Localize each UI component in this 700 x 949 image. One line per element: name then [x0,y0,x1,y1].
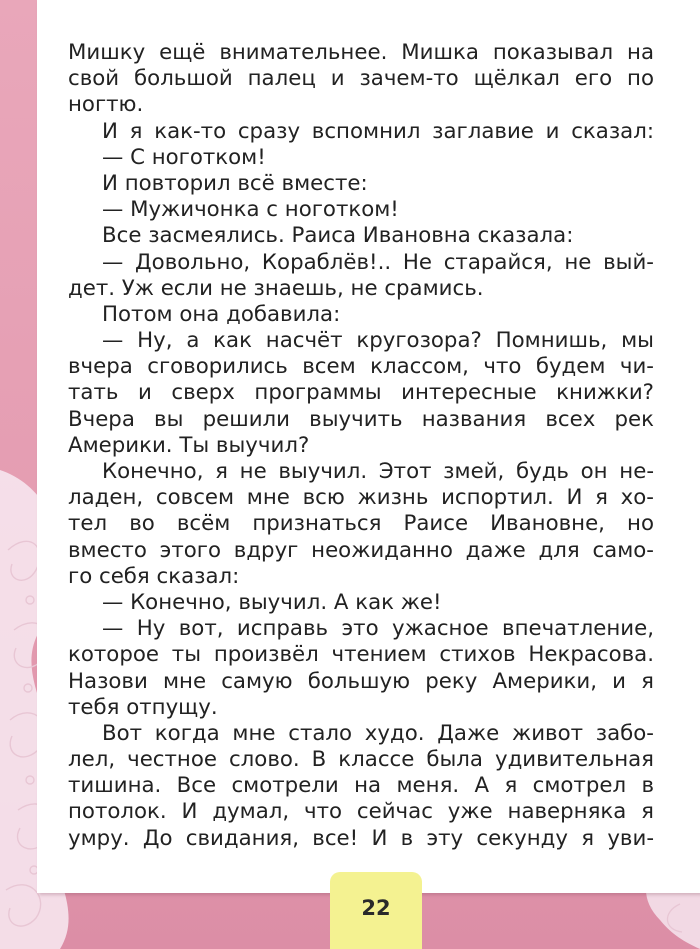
text-line: тебя отпущу. [68,694,218,720]
text-line: — Мужичонка с ноготком! [102,197,399,223]
text-line: ладен, совсем мне всю жизнь испортил. И я хо- [68,485,654,511]
text-line: тел во всём признаться Раисе Ивановне, но [68,511,654,537]
text-line: — Конечно, выучил. А как же! [102,589,442,615]
text-line: тишина. Все смотрели на меня. А я смотрел в [68,773,654,799]
text-line: тать и сверх программы интересные книжки? [68,380,654,406]
text-line: лел, честное слово. В классе была удивительная [68,747,654,773]
page-number-tab [330,872,422,949]
text-line: го себя сказал: [68,563,240,589]
text-line: Назови мне самую большую реку Америки, и я [68,668,654,694]
text-line: дет. Уж если не знаешь, не срамись. [68,275,484,301]
text-line: Конечно, я не выучил. Этот змей, будь он не- [102,459,654,484]
text-line: — Ну, а как насчёт кругозора? Помнишь, мы [102,328,654,354]
text-line: — Довольно, Кораблёв!.. Не старайся, не вый- [102,249,654,275]
text-line: — Ну вот, исправь это ужасное впечатление, [102,616,654,642]
text-line: И повторил всё вместе: [102,170,368,196]
text-line: которое ты произвёл чтением стихов Некрасова. [68,642,654,668]
text-line: потолок. И думал, что сейчас уже наверняка я [68,799,654,825]
text-line: — С ноготком! [102,144,266,170]
text-line: умру. До свидания, все! И в эту секунду я уви- [68,825,654,851]
page-number: 22 [361,895,391,920]
text-line: Вот когда мне стало худо. Даже живот забо- [102,720,654,746]
text-line: свой большой палец и зачем-то щёлкал его по [68,66,654,92]
page-text [68,40,654,852]
text-line: Все засмеялись. Раиса Ивановна сказала: [102,223,574,249]
text-line: вместо этого вдруг неожиданно даже для само- [68,537,654,563]
text-line: Потом она добавила: [102,301,341,327]
text-line: вчера сговорились всем классом, что будем чи- [68,354,654,380]
text-line: Мишку ещё внимательнее. Мишка показывал на [68,40,654,65]
text-line: ногтю. [68,92,144,118]
text-line: Вчера вы решили выучить названия всех рек [68,406,654,432]
text-line: Америки. Ты выучил? [68,432,310,458]
text-line: И я как-то сразу вспомнил заглавие и сказал: [102,118,654,144]
